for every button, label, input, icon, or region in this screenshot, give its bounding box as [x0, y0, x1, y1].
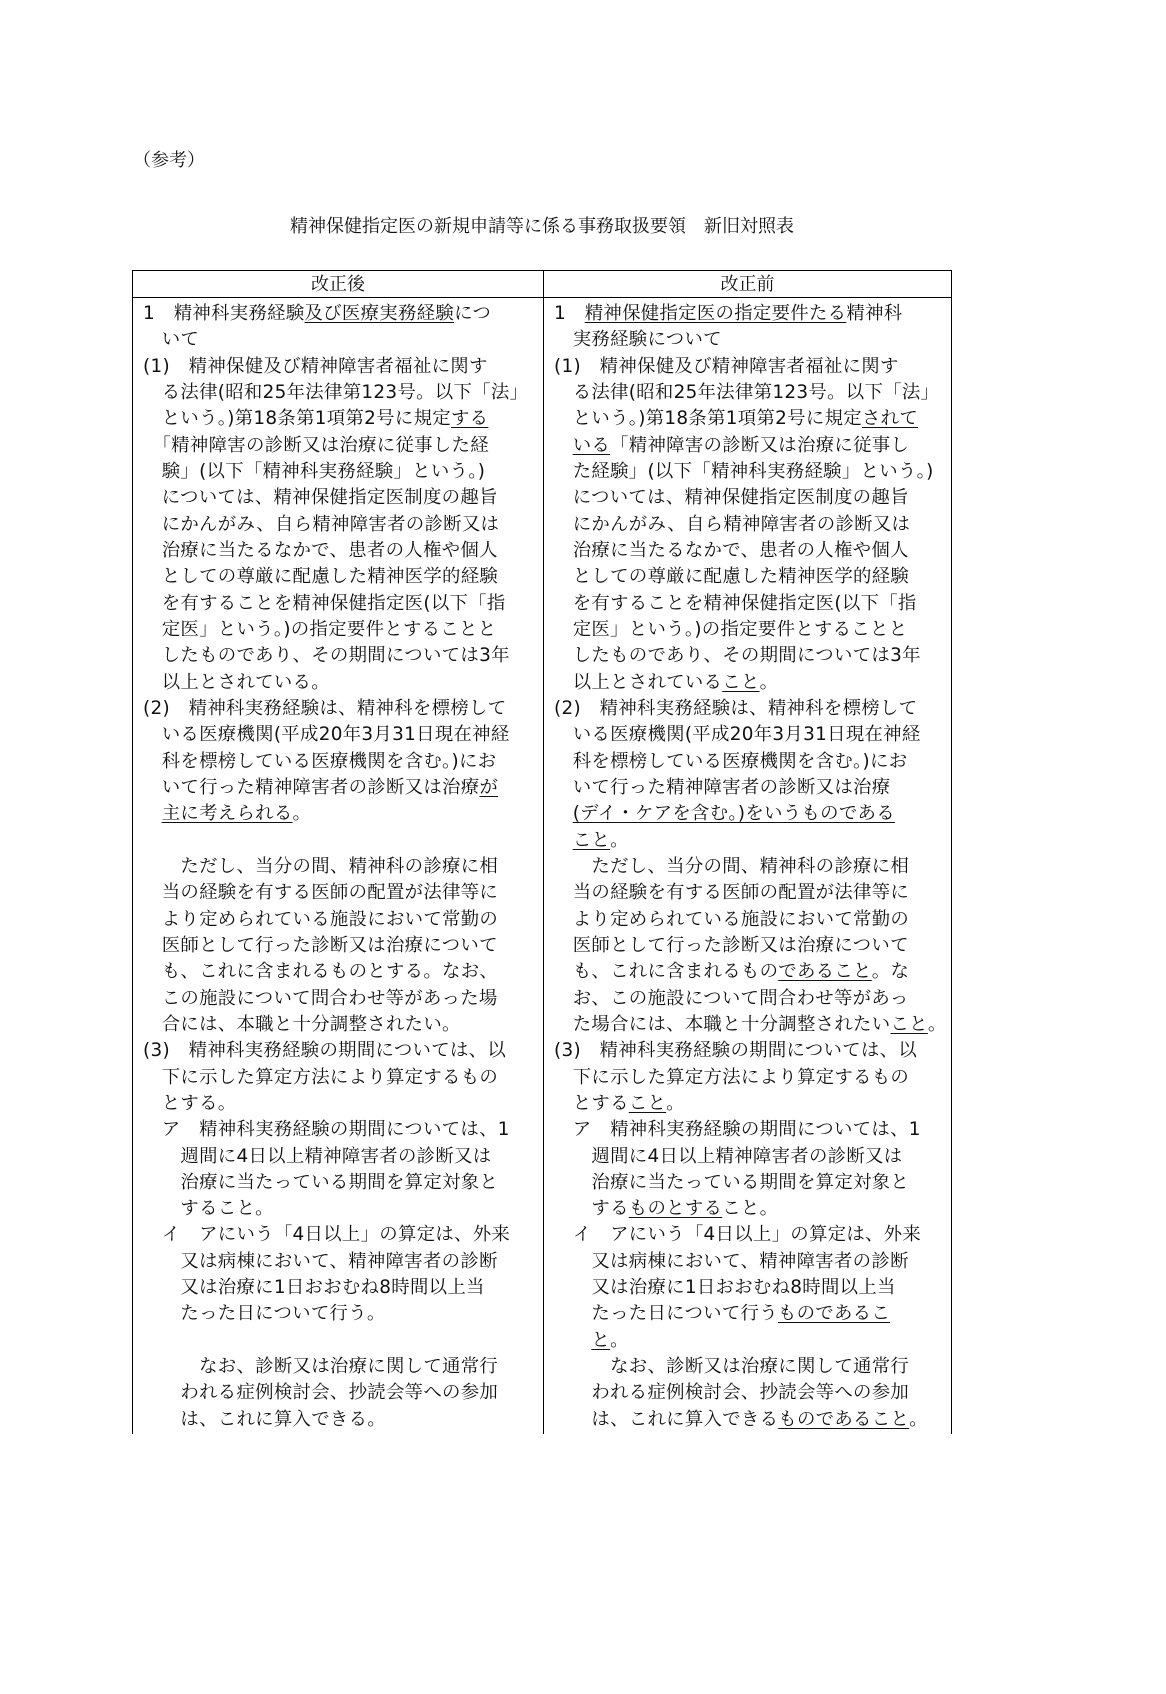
- underlined-change: ものとする: [628, 1198, 723, 1220]
- text-line: [554, 1144, 948, 1170]
- reference-label: （参考）: [133, 150, 205, 171]
- underlined-change: が: [479, 776, 499, 798]
- text-line: [554, 301, 948, 327]
- text-segment: (1) 精神保健及び精神障害者福祉に関す: [143, 355, 488, 377]
- text-line: [554, 670, 948, 696]
- text-segment: にかんがみ、自ら精神障害者の診断又は: [554, 513, 911, 535]
- text-line: [143, 959, 539, 985]
- text-segment: は、これに算入できる: [554, 1408, 779, 1430]
- underlined-change: こと: [572, 829, 611, 851]
- text-line: [143, 1196, 539, 1222]
- text-line: [554, 327, 948, 353]
- text-line: [554, 696, 948, 722]
- text-segment: ア 精神科実務経験の期間については、1: [143, 1119, 510, 1141]
- text-segment: 定医」という。)の指定要件とすることと: [143, 618, 497, 640]
- text-line: [143, 1091, 539, 1117]
- text-segment: としての尊厳に配慮した精神医学的経験: [554, 566, 910, 588]
- header-before-revision: 改正前: [543, 271, 951, 298]
- underlined-change: と: [591, 1329, 611, 1351]
- text-line: [554, 1091, 948, 1117]
- text-segment: 験」(以下「精神科実務経験」という。): [143, 460, 486, 482]
- text-line: [554, 1196, 948, 1222]
- text-segment: いる医療機関(平成20年3月31日現在神経: [143, 724, 510, 746]
- text-segment: [554, 803, 573, 824]
- text-segment: 又は治療に1日おおむね8時間以上当: [554, 1277, 896, 1299]
- text-line: [143, 564, 539, 590]
- text-line: [143, 1065, 539, 1091]
- text-segment: こと。: [722, 1198, 779, 1220]
- underlined-change: する: [450, 408, 489, 430]
- text-segment: 下に示した算定方法により算定するもの: [554, 1066, 910, 1088]
- text-segment: イ アにいう「4日以上」の算定は、外来: [554, 1224, 922, 1246]
- text-line: [143, 1222, 539, 1248]
- text-line: [143, 907, 539, 933]
- comparison-table: [132, 270, 952, 1434]
- text-segment: われる症例検討会、抄読会等への参加: [143, 1382, 499, 1404]
- text-segment: ただし、当分の間、精神科の診療に相: [143, 855, 499, 877]
- column-divider: [543, 271, 544, 1434]
- text-line: [554, 801, 948, 827]
- text-line: [143, 775, 539, 801]
- text-segment: より定められている施設において常勤の: [143, 908, 499, 930]
- text-line: [554, 1249, 948, 1275]
- text-segment: た経験」(以下「精神科実務経験」という。): [554, 460, 934, 482]
- text-segment: にかんがみ、自ら精神障害者の診断又は: [143, 513, 500, 535]
- text-segment: したものであり、その期間については3年: [554, 645, 921, 667]
- text-line: [554, 406, 948, 432]
- text-line: [143, 617, 539, 643]
- text-line: [143, 354, 539, 380]
- text-segment: イ アにいう「4日以上」の算定は、外来: [143, 1224, 511, 1246]
- text-line: [143, 1354, 539, 1380]
- text-segment: いて: [143, 329, 200, 351]
- text-line: [143, 1038, 539, 1064]
- before-revision-column: [554, 301, 948, 1433]
- underlined-change: 及び医療実務経験: [304, 303, 455, 324]
- text-segment: われる症例検討会、抄読会等への参加: [554, 1382, 910, 1404]
- text-line: [554, 512, 948, 538]
- text-line: [143, 1380, 539, 1406]
- text-line: [143, 485, 539, 511]
- text-line: [554, 459, 948, 485]
- text-line: [554, 907, 948, 933]
- underlined-change: (デイ・ケアを含む。)をいうものである: [572, 803, 895, 825]
- text-segment: る法律(昭和25年法律第123号。以下「法」: [143, 381, 529, 403]
- text-line: [554, 1275, 948, 1301]
- text-segment: 下に示した算定方法により算定するもの: [143, 1066, 499, 1088]
- text-line: [143, 380, 539, 406]
- text-line: [143, 512, 539, 538]
- text-segment: については、精神保健指定医制度の趣旨: [554, 487, 909, 509]
- text-segment: なお、診断又は治療に関して通常行: [554, 1356, 910, 1378]
- text-segment: お、この施設について問合わせ等があっ: [554, 987, 909, 1009]
- text-line: [554, 1222, 948, 1248]
- text-line: [554, 1012, 948, 1038]
- text-segment: 以上とされている。: [143, 671, 330, 693]
- text-segment: 週間に4日以上精神障害者の診断又は: [554, 1145, 903, 1167]
- text-segment: 治療に当たるなかで、患者の人権や個人: [554, 539, 909, 561]
- text-line: [554, 354, 948, 380]
- text-line: [554, 1380, 948, 1406]
- underlined-change: であること: [778, 961, 872, 983]
- text-segment: 医師として行った診断又は治療について: [554, 934, 909, 956]
- underlined-change: されて: [861, 408, 919, 430]
- text-line: [143, 854, 539, 880]
- text-line: [554, 1170, 948, 1196]
- text-line: [143, 749, 539, 775]
- text-segment: は、これに算入できる。: [143, 1408, 386, 1430]
- text-segment: 以上とされている: [554, 671, 723, 693]
- text-segment: [554, 830, 573, 851]
- text-line: [554, 1407, 948, 1433]
- text-segment: 又は病棟において、精神障害者の診断: [554, 1250, 909, 1272]
- text-segment: としての尊厳に配慮した精神医学的経験: [143, 566, 499, 588]
- text-segment: 当の経験を有する医師の配置が法律等に: [143, 882, 499, 904]
- text-segment: たった日について行う。: [143, 1303, 386, 1325]
- underlined-change: いる: [572, 434, 611, 456]
- text-line: [554, 643, 948, 669]
- text-segment: 「精神障害の診断又は治療に従事し: [610, 434, 910, 456]
- text-segment: 医師として行った診断又は治療について: [143, 934, 498, 956]
- text-segment: 治療に当たっている期間を算定対象と: [554, 1171, 910, 1193]
- text-line: [554, 1354, 948, 1380]
- text-segment: 。: [610, 829, 629, 851]
- text-line: [554, 617, 948, 643]
- text-segment: いて行った精神障害者の診断又は治療: [143, 776, 480, 798]
- text-segment: 1 精神科実務経験: [143, 303, 305, 324]
- text-line: [143, 696, 539, 722]
- text-segment: につ: [454, 303, 492, 324]
- text-line: [554, 1301, 948, 1327]
- text-segment: 科を標榜している医療機関を含む。)にお: [143, 750, 497, 772]
- text-line: [143, 1328, 539, 1354]
- text-line: [554, 538, 948, 564]
- text-line: [143, 1170, 539, 1196]
- text-line: [143, 1301, 539, 1327]
- underlined-change: こと: [628, 1092, 667, 1114]
- text-segment: 又は病棟において、精神障害者の診断: [143, 1250, 498, 1272]
- text-segment: いて行った精神障害者の診断又は治療: [554, 776, 891, 798]
- text-segment: 実務経験について: [554, 329, 722, 351]
- text-line: [143, 933, 539, 959]
- text-segment: 治療に当たっている期間を算定対象と: [143, 1171, 499, 1193]
- text-segment: すること。: [143, 1198, 274, 1220]
- text-segment: 。: [666, 1092, 685, 1114]
- underlined-change: こと: [722, 671, 760, 693]
- text-segment: 治療に当たるなかで、患者の人権や個人: [143, 539, 498, 561]
- text-line: [143, 1249, 539, 1275]
- document-title: 精神保健指定医の新規申請等に係る事務取扱要領 新旧対照表: [290, 216, 794, 237]
- text-line: [554, 828, 948, 854]
- text-segment: (1) 精神保健及び精神障害者福祉に関す: [554, 355, 899, 377]
- text-segment: する: [554, 1198, 629, 1220]
- text-line: [554, 1117, 948, 1143]
- text-line: [554, 775, 948, 801]
- text-line: [554, 433, 948, 459]
- text-line: [143, 538, 539, 564]
- text-segment: なお、診断又は治療に関して通常行: [143, 1356, 499, 1378]
- text-line: [143, 1275, 539, 1301]
- text-line: [143, 591, 539, 617]
- text-segment: る法律(昭和25年法律第123号。以下「法」: [554, 381, 940, 403]
- text-segment: より定められている施設において常勤の: [554, 908, 910, 930]
- text-line: [554, 854, 948, 880]
- text-segment: を有することを精神保健指定医(以下「指: [143, 592, 506, 614]
- text-line: [143, 459, 539, 485]
- text-line: [554, 591, 948, 617]
- text-line: [554, 485, 948, 511]
- text-segment: 。: [292, 803, 312, 825]
- text-line: [143, 643, 539, 669]
- text-line: [143, 1117, 539, 1143]
- text-line: [143, 986, 539, 1012]
- text-segment: 科を標榜している医療機関を含む。)にお: [554, 750, 908, 772]
- text-line: [143, 1012, 539, 1038]
- text-segment: 週間に4日以上精神障害者の診断又は: [143, 1145, 492, 1167]
- text-segment: 又は治療に1日おおむね8時間以上当: [143, 1277, 485, 1299]
- text-line: [554, 1038, 948, 1064]
- text-segment: 1: [554, 303, 585, 324]
- text-segment: いる医療機関(平成20年3月31日現在神経: [554, 724, 921, 746]
- text-segment: という。)第18条第1項第2号に規定: [554, 408, 862, 430]
- text-line: [554, 749, 948, 775]
- text-segment: も、これに含まれるものとする。なお、: [143, 961, 499, 983]
- after-revision-column: [143, 301, 539, 1433]
- text-line: [554, 722, 948, 748]
- text-line: [554, 1328, 948, 1354]
- text-line: [554, 933, 948, 959]
- text-segment: ただし、当分の間、精神科の診療に相: [554, 855, 910, 877]
- text-segment: (3) 精神科実務経験の期間については、以: [554, 1040, 918, 1062]
- text-line: [143, 801, 539, 827]
- text-segment: 。: [927, 1013, 947, 1035]
- text-line: [554, 1065, 948, 1091]
- text-line: [554, 880, 948, 906]
- text-segment: とする。: [143, 1092, 237, 1114]
- text-segment: (2) 精神科実務経験は、精神科を標榜して: [554, 697, 918, 719]
- text-segment: を有することを精神保健指定医(以下「指: [554, 592, 917, 614]
- text-line: [143, 1407, 539, 1433]
- text-line: [143, 880, 539, 906]
- text-line: [143, 433, 539, 459]
- text-segment: 定医」という。)の指定要件とすることと: [554, 618, 908, 640]
- text-segment: 。: [759, 671, 779, 693]
- text-line: [143, 301, 539, 327]
- text-line: [143, 1144, 539, 1170]
- text-segment: (2) 精神科実務経験は、精神科を標榜して: [143, 697, 507, 719]
- text-line: [143, 670, 539, 696]
- text-segment: したものであり、その期間については3年: [143, 645, 510, 667]
- text-segment: 「精神障害の診断又は治療に従事した経: [143, 434, 489, 456]
- underlined-change: ものであるこ: [777, 1303, 891, 1325]
- text-segment: という。)第18条第1項第2号に規定: [143, 408, 451, 430]
- text-line: [554, 564, 948, 590]
- text-segment: たった日について行う: [554, 1303, 778, 1325]
- text-line: [143, 406, 539, 432]
- text-segment: とする: [554, 1092, 629, 1114]
- underlined-change: 主に考えられる: [161, 803, 293, 825]
- text-segment: 合には、本職と十分調整されたい。: [143, 1013, 461, 1035]
- header-after-revision: 改正後: [133, 271, 543, 298]
- text-segment: 。な: [871, 961, 910, 983]
- text-segment: 。: [610, 1329, 629, 1351]
- text-line: [554, 380, 948, 406]
- text-line: [143, 722, 539, 748]
- text-segment: 精神科: [846, 303, 903, 324]
- underlined-change: ものであること: [778, 1408, 910, 1430]
- underlined-change: こと: [890, 1013, 928, 1035]
- text-segment: [554, 1330, 591, 1351]
- text-segment: (3) 精神科実務経験の期間については、以: [143, 1040, 507, 1062]
- text-segment: [554, 435, 573, 456]
- text-segment: も、これに含まれるもの: [554, 961, 779, 983]
- underlined-change: 精神保健指定医の指定要件たる: [584, 303, 847, 324]
- text-segment: この施設について問合わせ等があった場: [143, 987, 498, 1009]
- text-segment: 。: [909, 1408, 928, 1430]
- text-line: [554, 986, 948, 1012]
- text-segment: については、精神保健指定医制度の趣旨: [143, 487, 498, 509]
- text-line: [554, 959, 948, 985]
- text-segment: [143, 803, 162, 824]
- text-line: [143, 828, 539, 854]
- text-segment: ア 精神科実務経験の期間については、1: [554, 1119, 921, 1141]
- text-segment: た場合には、本職と十分調整されたい: [554, 1013, 891, 1035]
- text-line: [143, 327, 539, 353]
- text-segment: 当の経験を有する医師の配置が法律等に: [554, 882, 910, 904]
